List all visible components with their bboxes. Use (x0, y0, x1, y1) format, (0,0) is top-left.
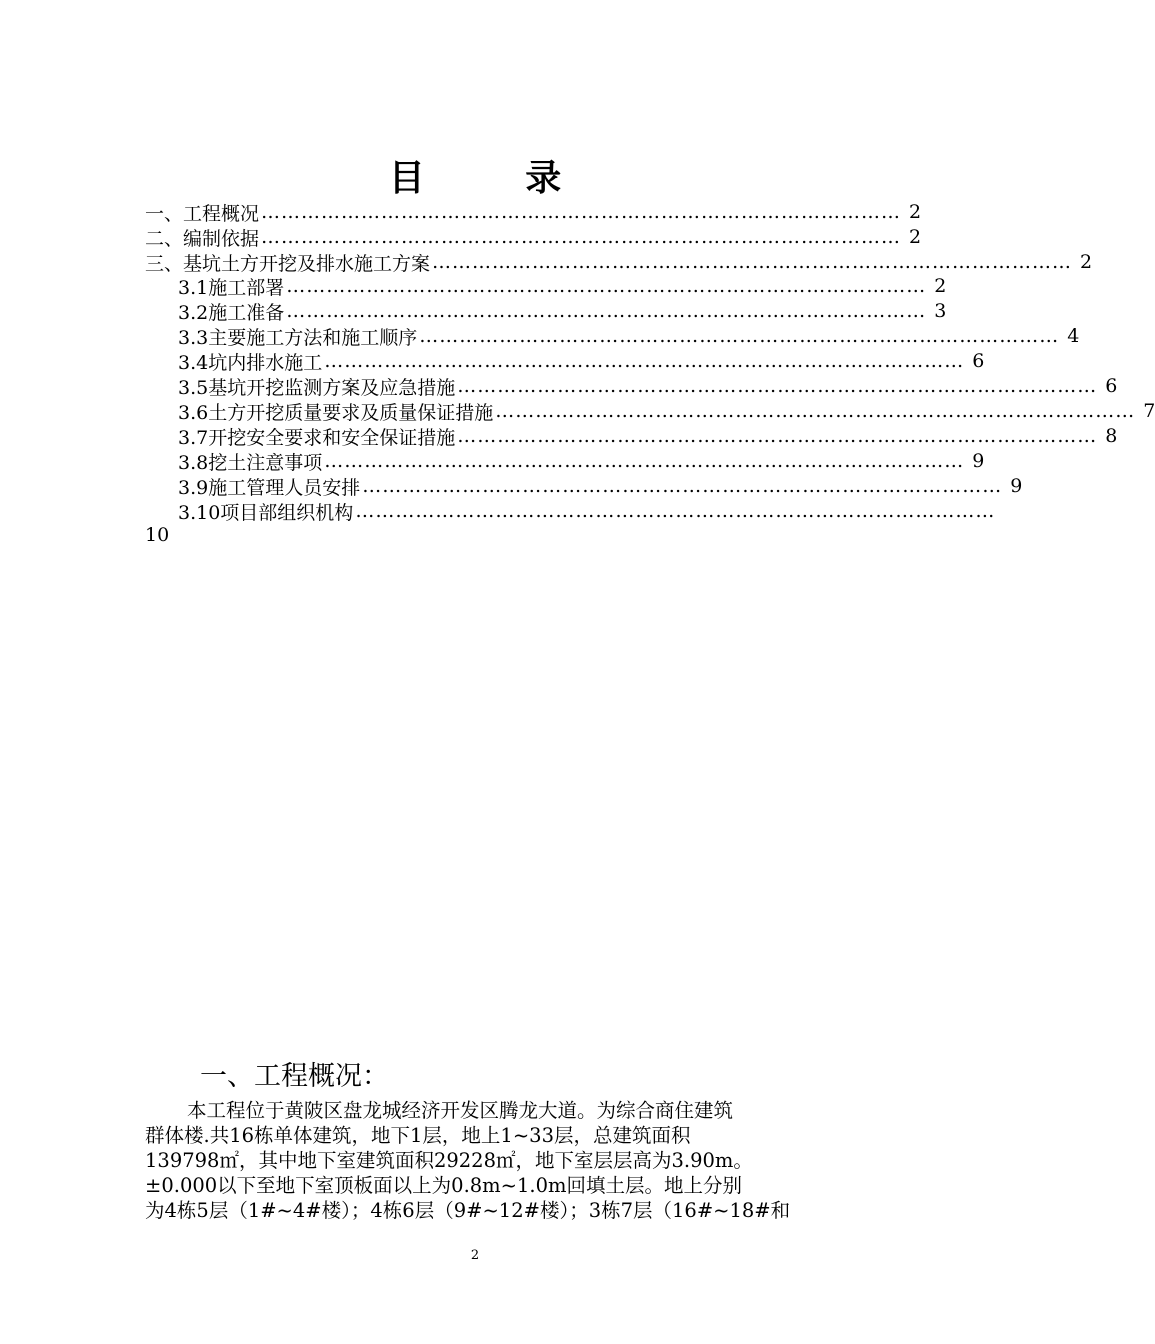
toc-entry-page: 9 (1010, 475, 1023, 497)
toc-entry-page: 2 (934, 275, 947, 297)
toc-entry-label: 3.6土方开挖质量要求及质量保证措施 (178, 401, 494, 424)
toc-entry-page: 3 (934, 300, 947, 322)
toc-entry[interactable] (178, 399, 1155, 424)
section-paragraph (145, 1098, 815, 1223)
toc-entry[interactable] (145, 200, 922, 225)
toc-entry-label: 3.1施工部署 (178, 276, 285, 299)
toc-leader-dots: …………………………………………………………………………………… (457, 425, 1098, 447)
toc-entry[interactable] (145, 250, 1093, 275)
toc-entry-label: 三、基坑土方开挖及排水施工方案 (145, 252, 431, 275)
toc-entry-label: 二、编制依据 (145, 227, 260, 250)
paragraph-line: 139798㎡，其中地下室建筑面积29228㎡，地下室层层高为3.90m。 (145, 1149, 753, 1172)
toc-leader-dots: …………………………………………………………………………………… (495, 400, 1136, 422)
toc-entry-page: 9 (972, 450, 985, 472)
toc-wrapped-page-number: 10 (145, 524, 170, 546)
paragraph-line: ±0.000以下至地下室顶板面以上为0.8m~1.0m回填土层。地上分别 (145, 1174, 743, 1197)
page-number: 2 (470, 1248, 480, 1263)
toc-entry-page: 2 (1080, 251, 1093, 273)
toc-entry-label: 3.7开挖安全要求和安全保证措施 (178, 426, 456, 449)
toc-entry[interactable] (178, 499, 996, 524)
toc-entry-label: 3.8挖土注意事项 (178, 451, 323, 474)
toc-entry-page: 6 (1105, 375, 1118, 397)
toc-leader-dots: …………………………………………………………………………………… (419, 325, 1060, 347)
toc-entry[interactable] (178, 324, 1080, 349)
toc-entry-label: 3.3主要施工方法和施工顺序 (178, 326, 418, 349)
toc-entry-page: 2 (909, 226, 922, 248)
toc-leader-dots: …………………………………………………………………………………… (324, 450, 965, 472)
toc-leader-dots: …………………………………………………………………………………… (355, 500, 996, 522)
toc-entry-page: 6 (972, 350, 985, 372)
toc-entry-label: 3.4坑内排水施工 (178, 351, 323, 374)
toc-entry[interactable] (178, 449, 985, 474)
section-heading: 一、工程概况： (200, 1061, 389, 1092)
toc-entry-label: 3.2施工准备 (178, 301, 285, 324)
toc-entry[interactable] (178, 274, 947, 299)
toc-leader-dots: …………………………………………………………………………………… (261, 201, 902, 223)
toc-entry-label: 3.5基坑开挖监测方案及应急措施 (178, 376, 456, 399)
toc-leader-dots: …………………………………………………………………………………… (324, 350, 965, 372)
toc-entry-label: 3.9施工管理人员安排 (178, 476, 361, 499)
toc-title: 目 录 (388, 157, 606, 199)
toc-leader-dots: …………………………………………………………………………………… (457, 375, 1098, 397)
toc-leader-dots: …………………………………………………………………………………… (261, 226, 902, 248)
toc-entry[interactable] (145, 225, 922, 250)
paragraph-line: 为4栋5层（1#~4#楼）；4栋6层（9#~12#楼）；3栋7层（16#~18#和 (145, 1199, 791, 1222)
toc-entry[interactable] (178, 374, 1118, 399)
toc-entry-label: 一、工程概况 (145, 202, 260, 225)
toc-entry-label: 3.10项目部组织机构 (178, 501, 354, 524)
toc-entry[interactable] (178, 349, 985, 374)
toc-entry[interactable] (178, 299, 947, 324)
toc-entry-page: 4 (1067, 325, 1080, 347)
paragraph-line: 群体楼.共16栋单体建筑，地下1层，地上1~33层，总建筑面积 (145, 1124, 691, 1147)
toc-entry-page: 2 (909, 201, 922, 223)
toc-leader-dots: …………………………………………………………………………………… (286, 300, 927, 322)
toc-leader-dots: …………………………………………………………………………………… (362, 475, 1003, 497)
toc-entry-page: 8 (1105, 425, 1118, 447)
toc-leader-dots: …………………………………………………………………………………… (286, 275, 927, 297)
toc-entry[interactable] (178, 424, 1118, 449)
toc-entry[interactable] (178, 474, 1023, 499)
toc-leader-dots: …………………………………………………………………………………… (432, 251, 1073, 273)
toc-entry-page: 7 (1143, 400, 1155, 422)
paragraph-line: 本工程位于黄陂区盘龙城经济开发区腾龙大道。为综合商住建筑 (187, 1099, 734, 1122)
